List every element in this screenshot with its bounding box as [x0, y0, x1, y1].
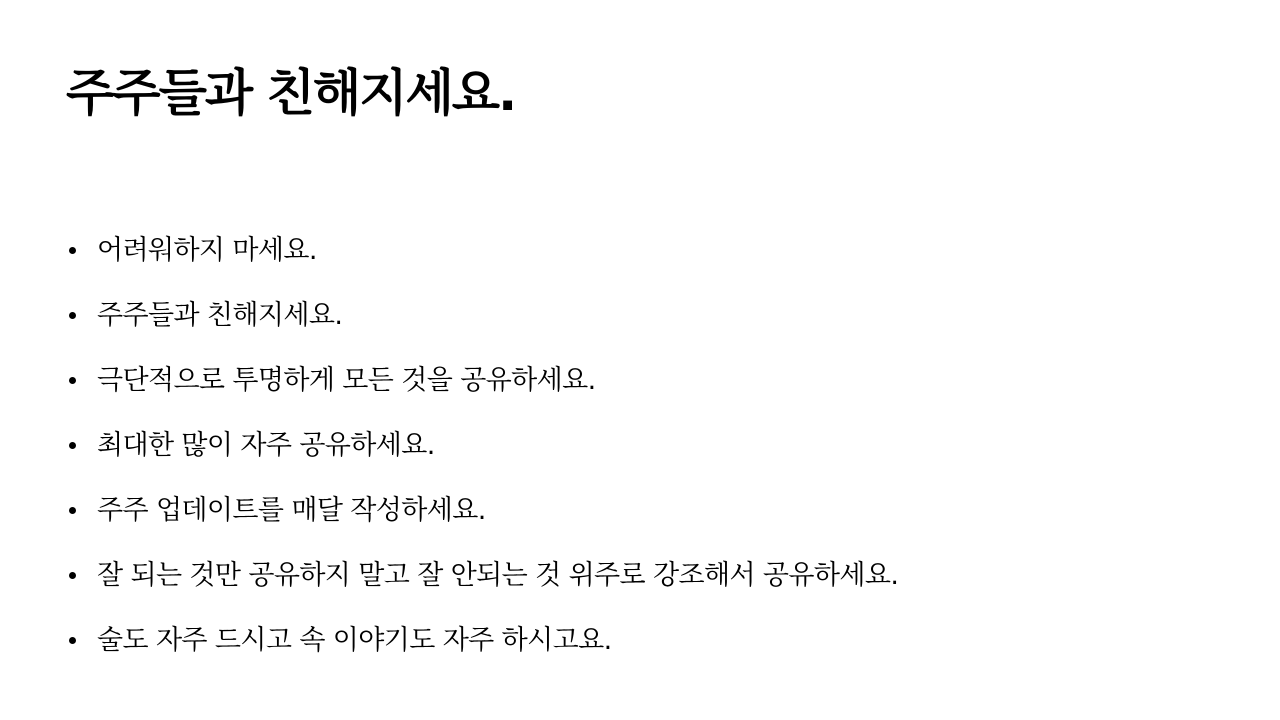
list-item — [66, 478, 898, 543]
bullet-icon — [69, 442, 76, 449]
bullet-icon — [69, 247, 76, 254]
bullet-text: 최대한 많이 자주 공유하세요. — [97, 429, 435, 461]
bullet-icon — [69, 507, 76, 514]
bullet-text: 잘 되는 것만 공유하지 말고 잘 안되는 것 위주로 강조해서 공유하세요. — [97, 559, 899, 591]
bullet-text: 술도 자주 드시고 속 이야기도 자주 하시고요. — [97, 624, 612, 656]
bullet-text: 주주 업데이트를 매달 작성하세요. — [97, 494, 486, 526]
list-item — [66, 413, 898, 478]
bullet-icon — [69, 572, 76, 579]
list-item — [66, 283, 898, 348]
bullet-text: 극단적으로 투명하게 모든 것을 공유하세요. — [97, 364, 596, 396]
bullet-icon — [69, 377, 76, 384]
bullet-text: 어려워하지 마세요. — [97, 234, 317, 266]
bullet-icon — [69, 637, 76, 644]
list-item — [66, 348, 898, 413]
list-item — [66, 543, 898, 608]
list-item — [66, 218, 898, 283]
bullet-icon — [69, 312, 76, 319]
list-item — [66, 608, 898, 673]
slide-title: 주주들과 친해지세요. — [66, 64, 516, 122]
bullet-text: 주주들과 친해지세요. — [97, 299, 343, 331]
bullet-list — [66, 218, 898, 673]
